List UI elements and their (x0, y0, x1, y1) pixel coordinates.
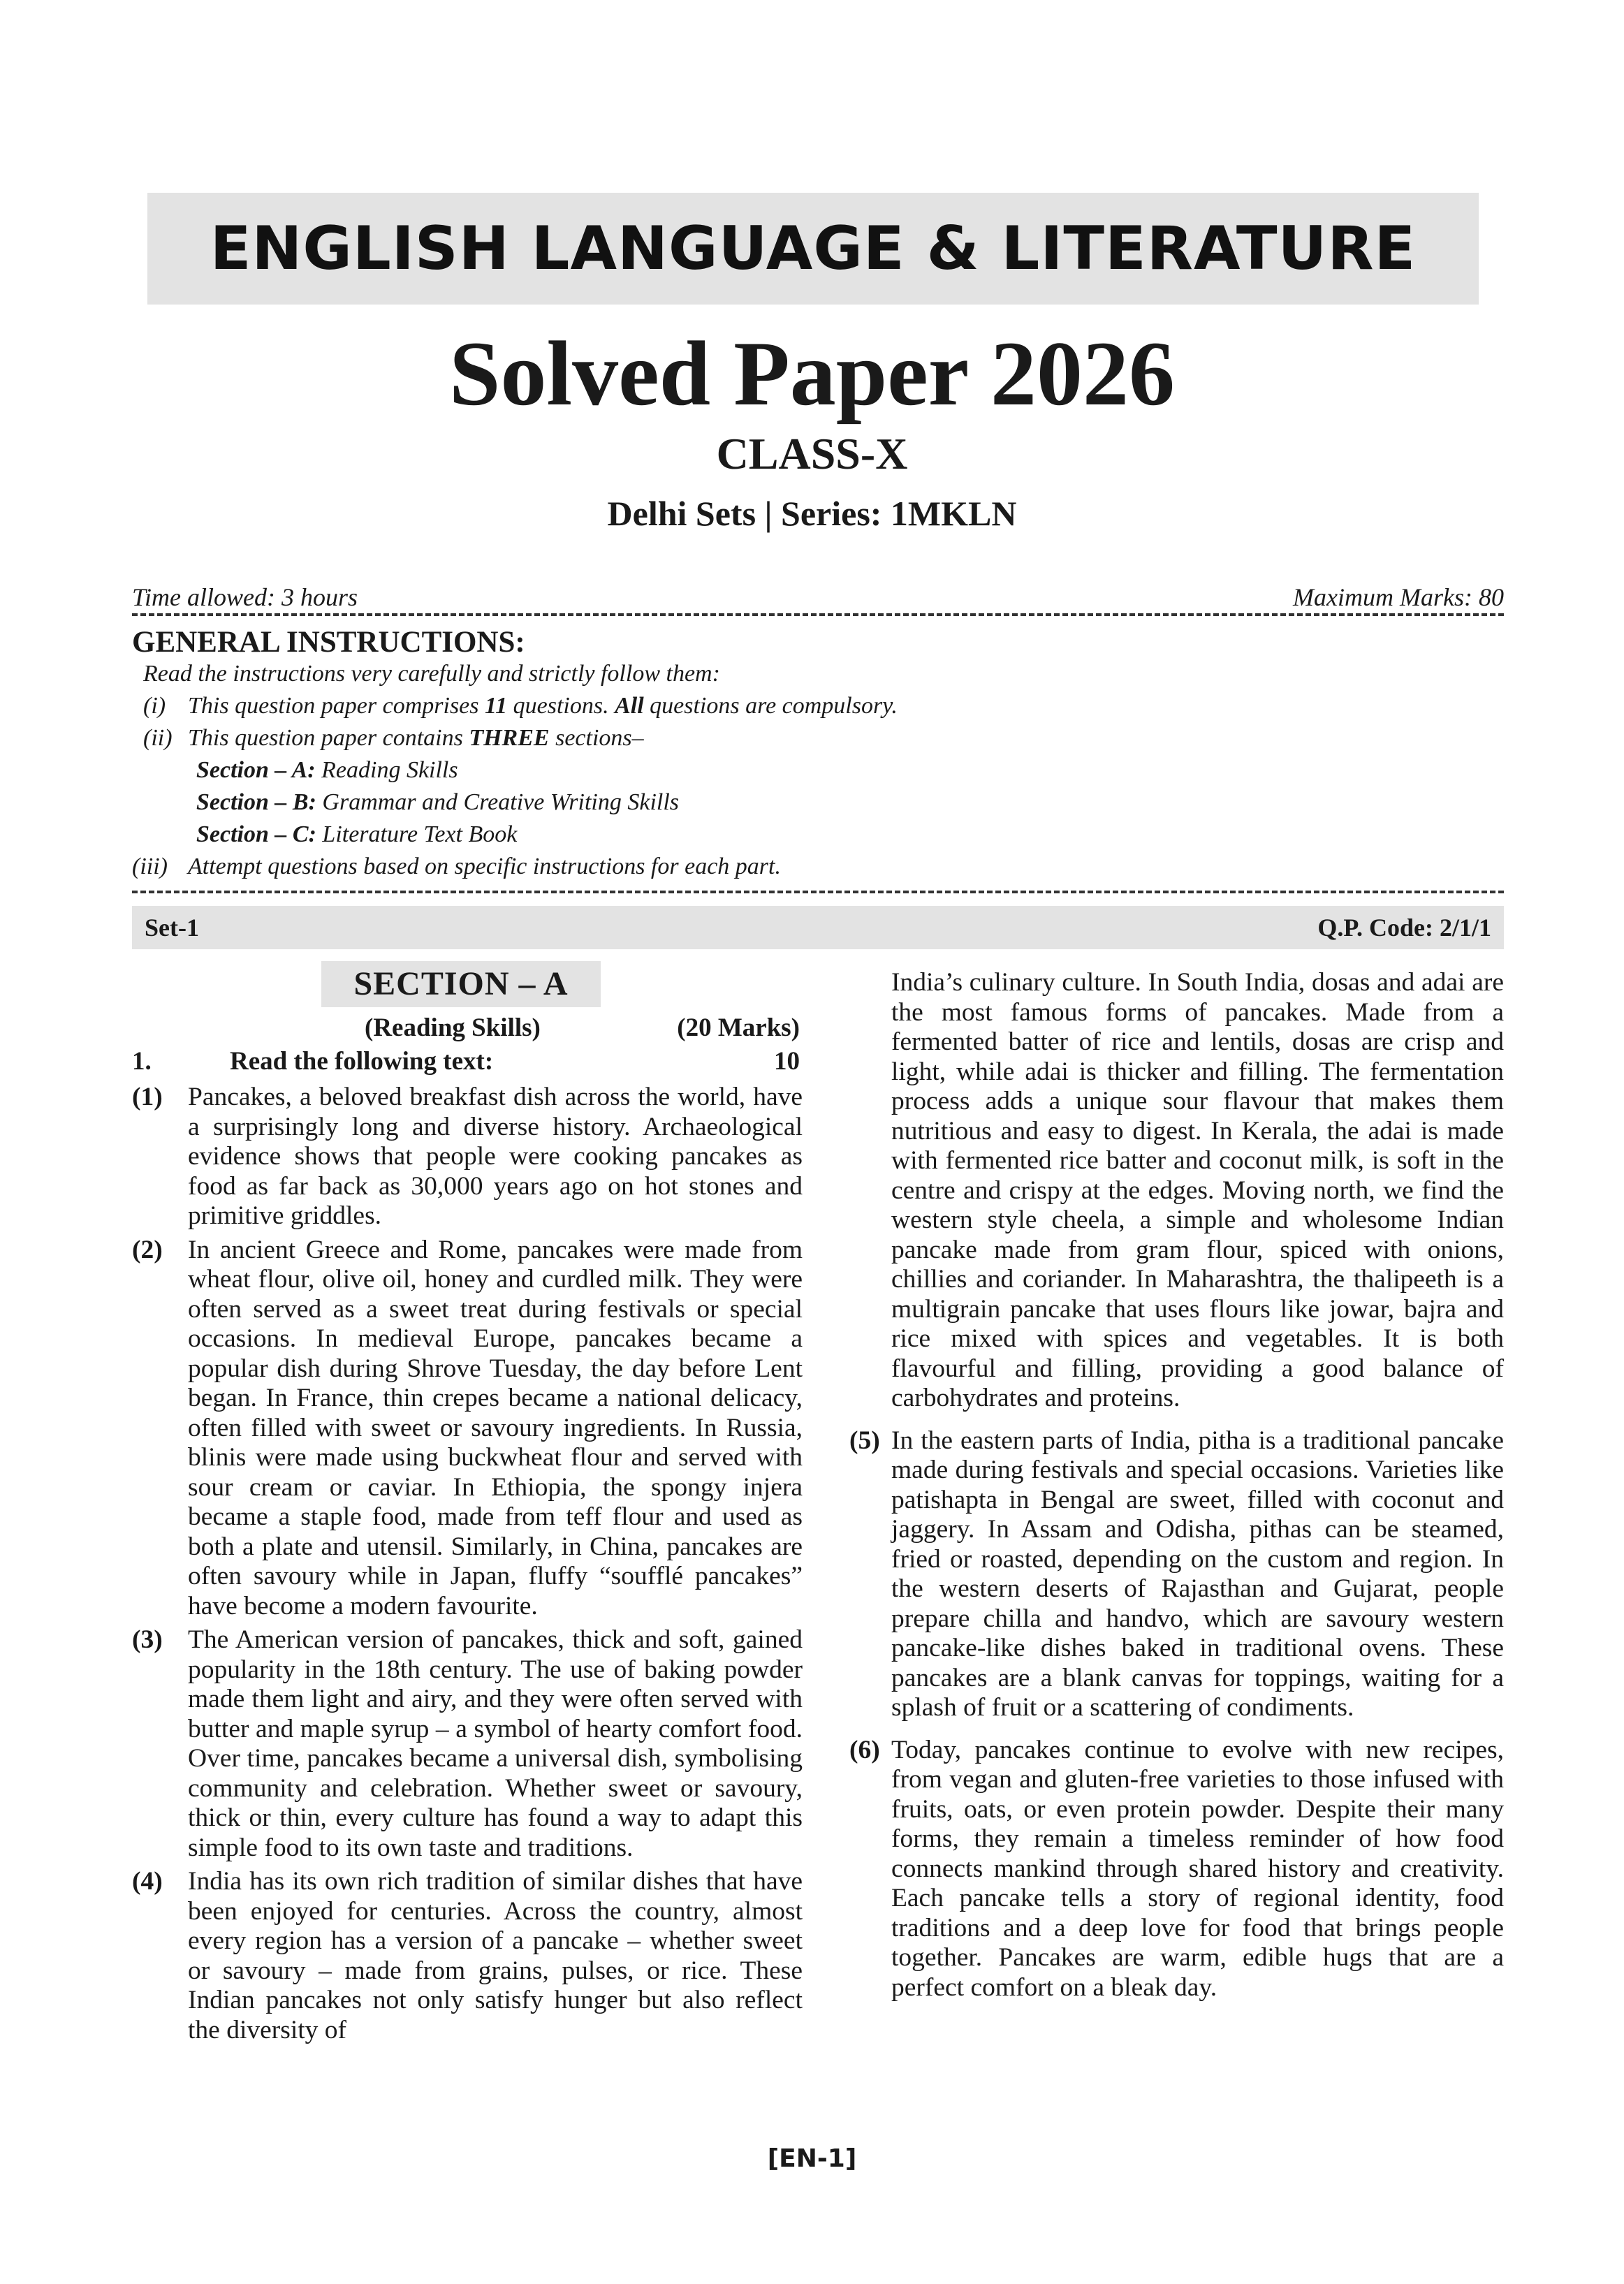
paragraph-text: The American version of pancakes, thick and soft, gained popularity in the 18th century. The use of baking powder made them light and airy, and they were often served with butter and maple syrup – a symbol of hearty comfort food. Over time, pancakes became a universal dish, symbolising community and celebration. Whether sweet or savoury, thick or thin, every culture has found a way to adapt this simple food to its own taste and traditions. (188, 1625, 803, 1862)
divider (132, 891, 1504, 893)
subject-title: ENGLISH LANGUAGE & LITERATURE (210, 214, 1417, 284)
question-text: Read the following text: (230, 1046, 494, 1076)
paragraph-number: (5) (849, 1426, 880, 1455)
set-label: Set-1 (145, 914, 199, 942)
time-allowed: Time allowed: 3 hours (132, 583, 358, 611)
instruction-number: (i) (143, 693, 166, 719)
section-c-instruction: Section – C: Literature Text Book (196, 821, 518, 847)
paragraph-text: In the eastern parts of India, pitha is a traditional pancake made during festivals and special occasions. Varieties like patishapta in Bengal are sweet, filled with coconut and jaggery. In Assam and Odisha, pithas can be steamed, fried or roasted, depending on the custom and region. In the western deserts of Rajasthan and Gujarat, people prepare chilla and handvo, which are savoury western pancake-like dishes baked in traditional ovens. These pancakes are a blank canvas for toppings, waiting for a splash of fruit or a scattering of condiments. (891, 1426, 1504, 1722)
paragraph-number: (2) (132, 1235, 163, 1264)
passage-paragraph (849, 1736, 1504, 2003)
page-number: [EN-1] (767, 2144, 857, 2173)
instruction-item: (ii) This question paper contains THREE sections– (132, 722, 644, 754)
paragraph-number: (3) (132, 1625, 163, 1654)
passage-paragraph (132, 1867, 803, 2045)
paragraph-text: Today, pancakes continue to evolve with new recipes, from vegan and gluten-free varieties to those infused with fruits, oats, or even protein powder. Despite their many forms, they remain a timeless reminder of how food connects mankind through shared history and creativity. Each pancake tells a story of regional identity, food traditions and a deep love for food that brings people together. Pancakes are warm, edible hugs that are a perfect comfort on a bleak day. (891, 1735, 1504, 2002)
section-marks: (20 Marks) (677, 1013, 800, 1042)
passage-paragraph (132, 1625, 803, 1863)
right-column (849, 968, 1504, 2003)
series-label: Delhi Sets | Series: 1MKLN (607, 494, 1017, 533)
paper-title: Solved Paper 2026 (449, 322, 1175, 425)
paragraph-text: Pancakes, a beloved breakfast dish across the world, have a surprisingly long and diverse history. Archaeological evidence shows that people were cooking pancakes as food as far back as 30,000 years ago on hot stones and primitive griddles. (188, 1083, 803, 1230)
question-heading (132, 1045, 803, 1078)
instruction-number: (iii) (132, 854, 168, 879)
meta-row (132, 577, 1504, 612)
subject-banner (147, 193, 1479, 305)
instruction-item: (i) This question paper comprises 11 questions. All questions are compulsory. (132, 690, 898, 722)
paragraph-number: (6) (849, 1735, 880, 1764)
instructions-intro: Read the instructions very carefully and strictly follow them: (143, 661, 720, 687)
paragraph-number: (4) (132, 1867, 163, 1896)
set-bar (132, 906, 1504, 949)
instruction-item: (iii) Attempt questions based on specific instructions for each part. (132, 851, 781, 883)
section-a-instruction: Section – A: Reading Skills (196, 757, 458, 783)
passage-paragraph (132, 1236, 803, 1622)
paragraph-text: In ancient Greece and Rome, pancakes were made from wheat flour, olive oil, honey and curdled milk. They were often served as a sweet treat during festivals or special occasions. In medieval Europe, pancakes became a popular dish during Shrove Tuesday, the day before Lent began. In France, thin crepes became a national delicacy, often filled with sweet or savoury ingredients. In Russia, blinis were made using buckwheat flour and served with sour cream or caviar. In Ethiopia, the spongy injera became a staple food, made from teff flour and used as both a plate and utensil. Similarly, in China, pancakes are often savoury while in Japan, fluffy “soufflé pancakes” have become a modern favourite. (188, 1235, 803, 1620)
question-marks: 10 (774, 1046, 800, 1076)
section-b-instruction: Section – B: Grammar and Creative Writing Skills (196, 789, 680, 815)
paragraph-number: (1) (132, 1083, 163, 1111)
section-subheading (132, 1011, 803, 1045)
section-heading: SECTION – A (321, 961, 601, 1007)
passage-paragraph (132, 1083, 803, 1231)
paragraph-text: India has its own rich tradition of similar dishes that have been enjoyed for centuries. Across the country, almost every region has a version of a pancake – whether sweet or savoury – made from grains, pulses, or rice. These Indian pancakes not only satisfy hunger but also reflect the diversity of (188, 1867, 803, 2044)
passage-paragraph-continued (849, 968, 1504, 1414)
instruction-number: (ii) (143, 725, 173, 751)
question-number: 1. (132, 1046, 152, 1076)
passage-paragraph (849, 1426, 1504, 1723)
paragraph-text: India’s culinary culture. In South India, dosas and adai are the most famous forms of pancakes. Made from a fermented batter of rice and lentils, dosas are crisp and light, while adai is thicker and filling. The fermentation process adds a unique sour flavour that makes them nutritious and easy to digest. In Kerala, the adai is made with fermented rice batter and coconut milk, is soft in the centre and crispy at the edges. Moving north, we find the western style cheela, a simple and wholesome Indian pancake made from gram flour, spiced with onions, chillies and coriander. In Maharashtra, the thalipeeth is a multigrain pancake that uses flours like jowar, bajra and rice mixed with spices and vegetables. It is both flavourful and filling, providing a good balance of carbohydrates and proteins. (891, 968, 1504, 1412)
left-column (132, 961, 803, 2045)
maximum-marks: Maximum Marks: 80 (1293, 583, 1504, 611)
qp-code: Q.P. Code: 2/1/1 (1317, 914, 1491, 942)
class-label: CLASS-X (716, 429, 908, 478)
instructions-heading: GENERAL INSTRUCTIONS: (132, 626, 525, 659)
divider (132, 613, 1504, 616)
section-subtitle: (Reading Skills) (365, 1013, 541, 1042)
